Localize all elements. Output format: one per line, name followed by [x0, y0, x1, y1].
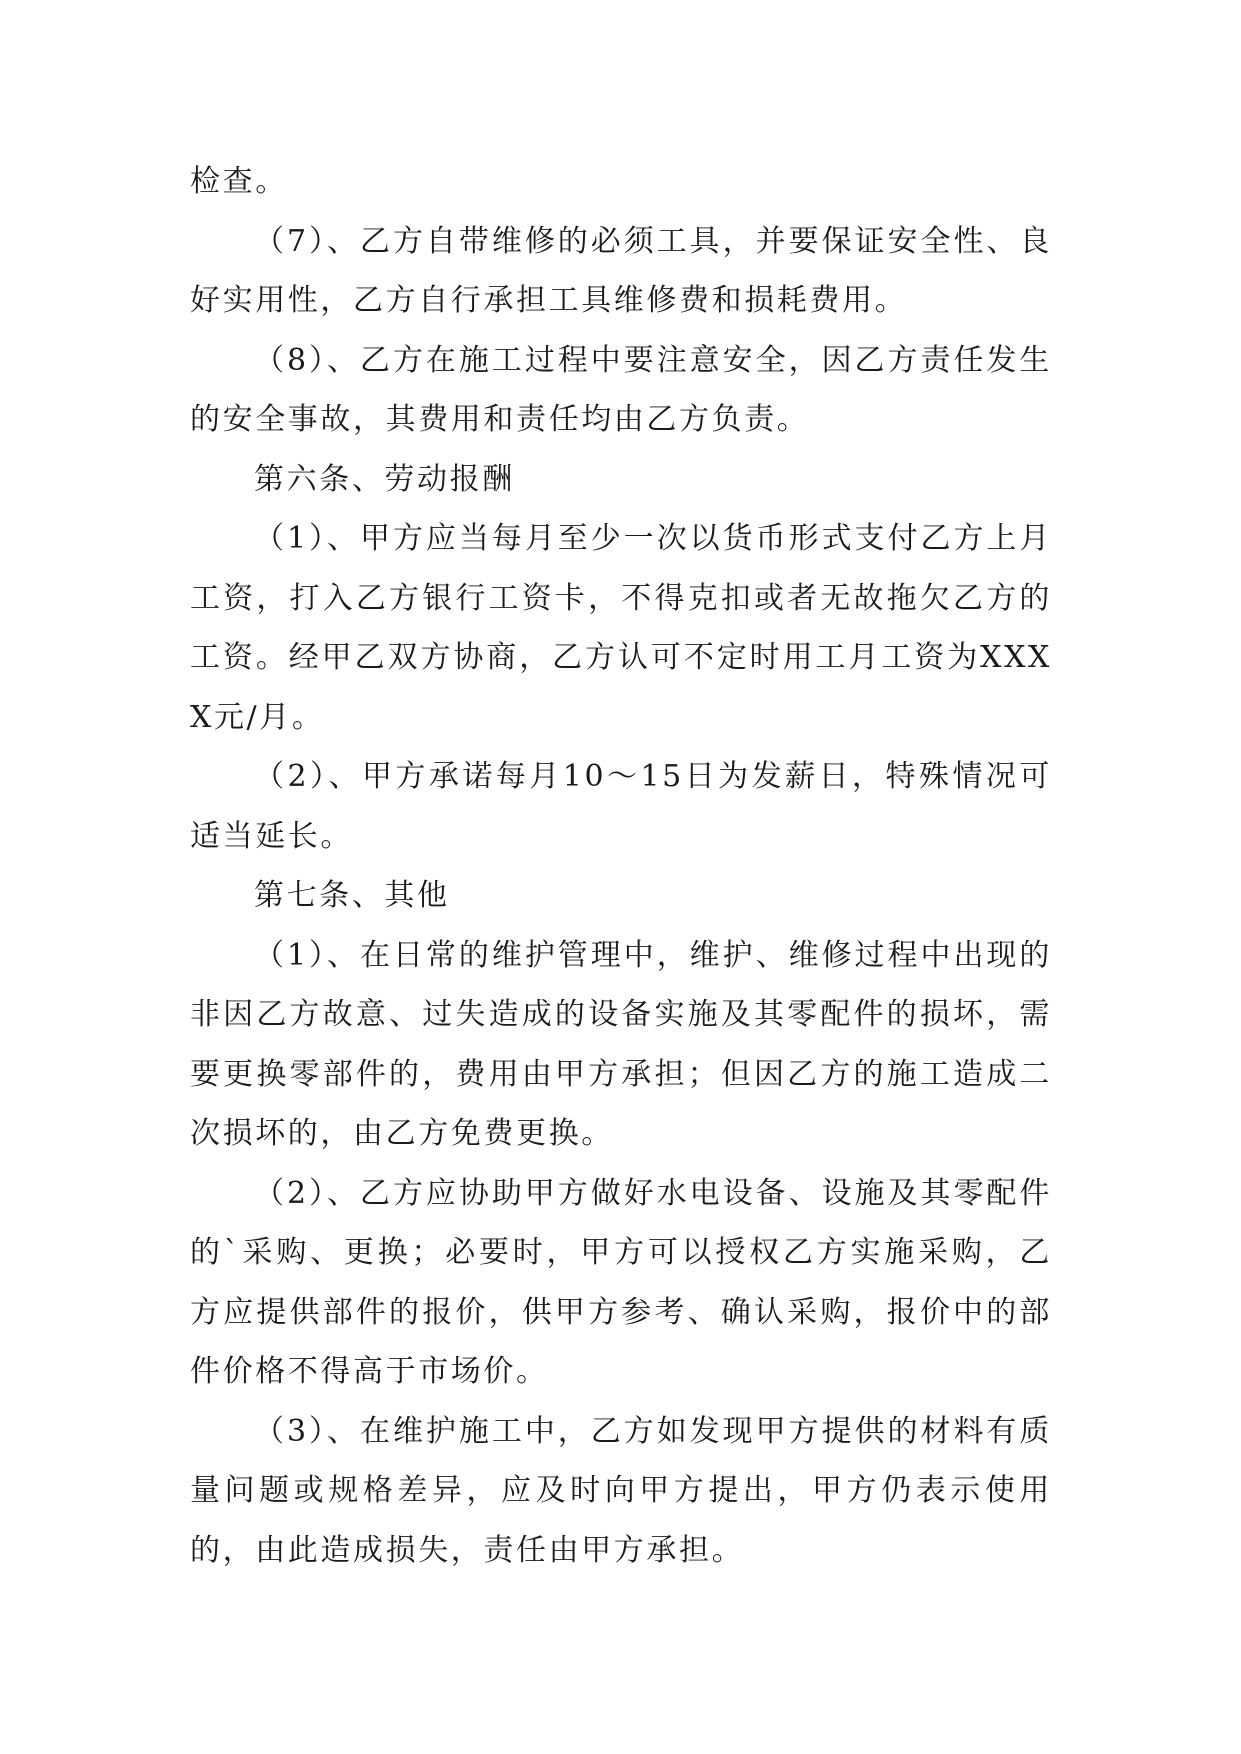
paragraph-clause-5-7: （7）、乙方自带维修的必须工具，并要保证安全性、良好实用性，乙方自行承担工具维修费和损耗费用。 [190, 223, 1052, 318]
paragraph-clause-7-2: （2）、乙方应协助甲方做好水电设备、设施及其零配件的`采购、更换；必要时，甲方可以授权乙方实施采购，乙方应提供部件的报价，供甲方参考、确认采购，报价中的部件价格不得高于市场价。 [190, 1175, 1052, 1389]
paragraph-clause-7-3: （3）、在维护施工中，乙方如发现甲方提供的材料有质量问题或规格差异，应及时向甲方提出，甲方仍表示使用的，由此造成损失，责任由甲方承担。 [190, 1413, 1052, 1568]
paragraph-clause-7-1: （1）、在日常的维护管理中，维护、维修过程中出现的非因乙方故意、过失造成的设备实施及其零配件的损坏，需要更换零部件的，费用由甲方承担；但因乙方的施工造成二次损坏的，由乙方免费更换。 [190, 937, 1052, 1151]
section-heading-article-7: 第七条、其他 [254, 878, 450, 913]
paragraph-clause-6-2: （2）、甲方承诺每月10～15日为发薪日，特殊情况可适当延长。 [190, 759, 1052, 854]
document-body [190, 152, 1052, 1580]
paragraph-clause-5-8: （8）、乙方在施工过程中要注意安全，因乙方责任发生的安全事故，其费用和责任均由乙方负责。 [190, 342, 1052, 437]
paragraph-clause-6-1: （1）、甲方应当每月至少一次以货币形式支付乙方上月工资，打入乙方银行工资卡，不得克扣或者无故拖欠乙方的工资。经甲乙双方协商，乙方认可不定时用工月工资为XXXX元/月。 [190, 521, 1052, 735]
paragraph-continuation: 检查。 [190, 164, 288, 199]
section-heading-article-6: 第六条、劳动报酬 [254, 461, 515, 497]
